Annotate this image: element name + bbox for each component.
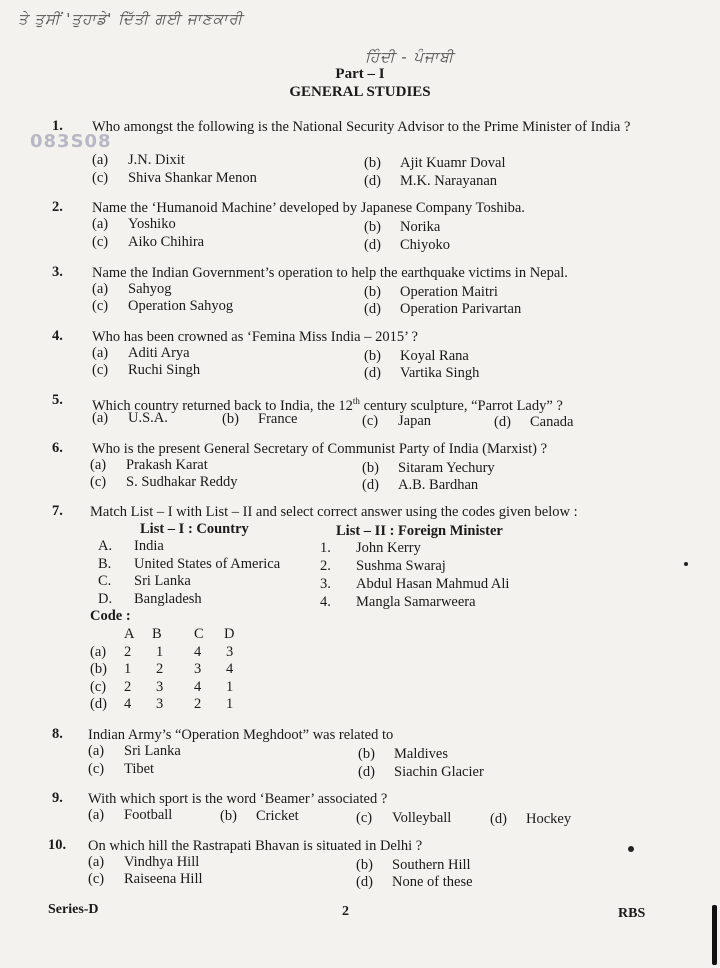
question-text: On which hill the Rastrapati Bhavan is situated in Delhi ? [88,838,423,854]
option-b: (b) France [222,411,298,427]
option-d: (d) Hockey [490,811,572,827]
option-d: (d) Operation Parivartan [364,301,522,317]
option-a: (a) Aditi Arya [92,345,190,361]
option-a: (a) U.S.A. [92,410,168,426]
option-c: (c) Volleyball [356,810,452,826]
option-b: (b) Southern Hill [356,857,471,873]
option-a: (a) Sahyog [92,281,172,297]
code-cell: 4 [194,679,202,695]
question-text: Name the Indian Government’s operation to help the earthquake victims in Nepal. [92,265,568,281]
code-cell: 2 [156,661,164,677]
question-text: Match List – I with List – II and select correct answer using the codes given below : [90,504,578,520]
question-number: 6. [52,440,63,456]
question-number: 3. [52,264,63,280]
code-cell: 3 [194,661,202,677]
code-cell: 2 [194,696,202,712]
list-1-item: C. Sri Lanka [98,573,191,589]
option-c: (c) Shiva Shankar Menon [92,170,257,186]
option-d: (d) Vartika Singh [364,365,480,381]
question-number: 4. [52,328,63,344]
option-a: (a) Football [88,807,173,823]
option-b: (b) Ajit Kuamr Doval [364,155,506,171]
code-cell: 1 [226,696,234,712]
code-row-label: (b) [90,661,107,677]
code-cell: 1 [156,644,164,660]
option-c: (c) Raiseena Hill [88,871,203,887]
option-a: (a) Yoshiko [92,216,176,232]
option-b: (b) Operation Maitri [364,284,498,300]
question-number: 8. [52,726,63,742]
option-b: (b) Sitaram Yechury [362,460,495,476]
option-b: (b) Maldives [358,746,448,762]
footer-series: Series-D [48,902,99,917]
option-d: (d) None of these [356,874,473,890]
option-d: (d) M.K. Narayanan [364,173,498,189]
question-text: Which country returned back to India, the 12th century sculpture, “Parrot Lady” ? [92,396,563,414]
code-cell: 3 [156,696,164,712]
option-a: (a) J.N. Dixit [92,152,185,168]
code-col-head: A [124,626,135,642]
option-d: (d) Canada [494,414,574,430]
question-text: Who is the present General Secretary of Communist Party of India (Marxist) ? [92,441,548,457]
ink-dot [628,846,634,852]
code-cell: 4 [124,696,132,712]
question-text: Who amongst the following is the National Security Advisor to the Prime Minister of India ? [92,119,631,135]
option-b: (b) Koyal Rana [364,348,469,364]
list-2-item: 1. John Kerry [320,540,421,556]
code-cell: 3 [156,679,164,695]
code-cell: 2 [124,644,132,660]
option-a: (a) Vindhya Hill [88,854,200,870]
question-number: 5. [52,392,63,408]
part-heading: Part – I [335,66,385,82]
list-2-item: 2. Sushma Swaraj [320,558,446,574]
ink-dot [684,562,688,566]
code-cell: 2 [124,679,132,695]
option-d: (d) Chiyoko [364,237,450,253]
option-c: (c) Japan [362,413,432,429]
list-2-item: 4. Mangla Samarweera [320,594,476,610]
question-text: Name the ‘Humanoid Machine’ developed by Japanese Company Toshiba. [92,200,525,216]
code-cell: 1 [124,661,132,677]
section-title: GENERAL STUDIES [289,84,431,100]
code-cell: 4 [226,661,234,677]
option-b: (b) Norika [364,219,441,235]
option-c: (c) Operation Sahyog [92,298,234,314]
option-d: (d) Siachin Glacier [358,764,484,780]
code-col-head: B [152,626,162,642]
list-1-item: B. United States of America [98,556,281,572]
list-1-item: A. India [98,538,164,554]
handwritten-note-2: ਹਿੰਦੀ - ਪੰਜਾਬੀ [365,48,455,66]
list-2-heading: List – II : Foreign Minister [336,523,503,539]
list-2-item: 3. Abdul Hasan Mahmud Ali [320,576,510,592]
code-label: Code : [90,608,131,624]
option-d: (d) A.B. Bardhan [362,477,479,493]
option-a: (a) Prakash Karat [90,457,208,473]
list-1-item: D. Bangladesh [98,591,202,607]
code-col-head: D [224,626,235,642]
page-edge-mark [712,905,717,965]
option-a: (a) Sri Lanka [88,743,181,759]
handwritten-note-1: ਤੇ ਤੁਸੀਂ 'ਤੁਹਾਡੇ' ਦਿੱਤੀ ਗਈ ਜਾਣਕਾਰੀ [18,10,244,28]
question-number: 2. [52,199,63,215]
question-number: 1. [52,118,63,134]
option-c: (c) Ruchi Singh [92,362,201,378]
option-c: (c) Tibet [88,761,155,777]
code-row-label: (d) [90,696,107,712]
option-b: (b) Cricket [220,808,299,824]
list-1-heading: List – I : Country [140,521,249,537]
question-text: Indian Army’s “Operation Meghdoot” was related to [88,727,394,743]
stamp-number: 083S08 [30,131,112,152]
code-row-label: (a) [90,644,107,660]
code-cell: 3 [226,644,234,660]
code-cell: 4 [194,644,202,660]
question-number: 9. [52,790,63,806]
footer-code: RBS [618,906,646,921]
code-col-head: C [194,626,204,642]
question-number: 7. [52,503,63,519]
question-text: With which sport is the word ‘Beamer’ associated ? [88,791,388,807]
footer-page-number: 2 [342,904,349,919]
question-number: 10. [48,837,67,853]
code-cell: 1 [226,679,234,695]
code-row-label: (c) [90,679,107,695]
option-c: (c) S. Sudhakar Reddy [90,474,238,490]
option-c: (c) Aiko Chihira [92,234,205,250]
question-text: Who has been crowned as ‘Femina Miss India – 2015’ ? [92,329,418,345]
